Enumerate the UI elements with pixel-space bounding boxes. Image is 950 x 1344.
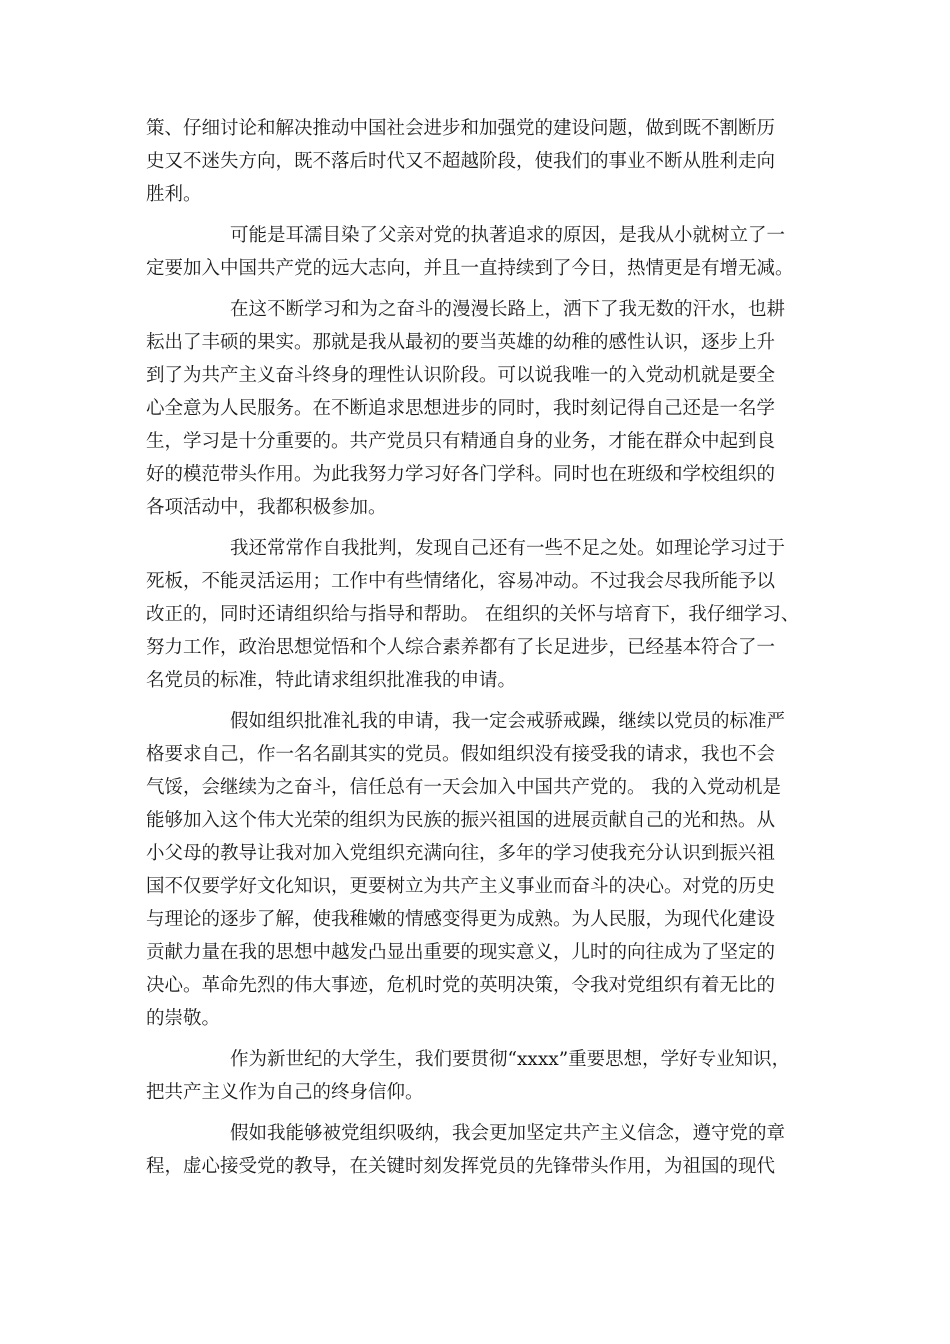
text-line: 各项活动中，我都积极参加。 (146, 497, 387, 518)
text-line: 与理论的逐步了解，使我稚嫩的情感变得更为成熟。为人民服，为现代化建设 (146, 909, 776, 930)
text-line: 努力工作，政治思想觉悟和个人综合素养都有了长足进步，已经基本符合了一 (146, 637, 776, 658)
paragraph-7 (146, 1117, 806, 1183)
text-line: 的崇敬。 (146, 1008, 221, 1029)
paragraph-1 (146, 112, 806, 211)
text-line: 胜利。 (146, 184, 202, 205)
text-line: 作为新世纪的大学生，我们要贯彻“xxxx”重要思想，学好专业知识， (230, 1049, 791, 1070)
document-body (146, 112, 806, 1191)
text-line: 贡献力量在我的思想中越发凸显出重要的现实意义，儿时的向往成为了坚定的 (146, 942, 776, 963)
text-line: 名党员的标准，特此请求组织批准我的申请。 (146, 670, 517, 691)
text-line: 策、仔细讨论和解决推动中国社会进步和加强党的建设问题，做到既不割断历 (146, 118, 776, 139)
text-line: 假如我能够被党组织吸纳，我会更加坚定共产主义信念，遵守党的章 (230, 1123, 786, 1144)
text-line: 国不仅要学好文化知识，更要树立为共产主义事业而奋斗的决心。对党的历史 (146, 876, 776, 897)
text-line: 生，学习是十分重要的。共产党员只有精通自身的业务，才能在群众中起到良 (146, 431, 776, 452)
paragraph-2 (146, 219, 806, 285)
text-line: 格要求自己，作一名名副其实的党员。假如组织没有接受我的请求，我也不会 (146, 744, 776, 765)
text-line: 定要加入中国共产党的远大志向，并且一直持续到了今日，热情更是有增无减。 (146, 258, 794, 279)
text-line: 我还常常作自我批判，发现自己还有一些不足之处。如理论学习过于 (230, 538, 786, 559)
text-line: 气馁，会继续为之奋斗，信任总有一天会加入中国共产党的。 我的入党动机是 (146, 777, 781, 798)
text-line: 心全意为人民服务。在不断追求思想进步的同时，我时刻记得自己还是一名学 (146, 398, 776, 419)
text-line: 在这不断学习和为之奋斗的漫漫长路上，洒下了我无数的汗水，也耕 (230, 299, 786, 320)
text-line: 好的模范带头作用。为此我努力学习好各门学科。同时也在班级和学校组织的 (146, 464, 776, 485)
text-line: 到了为共产主义奋斗终身的理性认识阶段。可以说我唯一的入党动机就是要全 (146, 365, 776, 386)
text-line: 小父母的教导让我对加入党组织充满向往，多年的学习使我充分认识到振兴祖 (146, 843, 776, 864)
text-line: 程，虚心接受党的教导，在关键时刻发挥党员的先锋带头作用，为祖国的现代 (146, 1156, 776, 1177)
paragraph-6 (146, 1043, 806, 1109)
paragraph-4 (146, 532, 806, 697)
text-line: 耘出了丰硕的果实。那就是我从最初的要当英雄的幼稚的感性认识，逐步上升 (146, 332, 776, 353)
text-line: 可能是耳濡目染了父亲对党的执著追求的原因，是我从小就树立了一 (230, 225, 786, 246)
text-line: 死板，不能灵活运用；工作中有些情绪化，容易冲动。不过我会尽我所能予以 (146, 571, 776, 592)
text-line: 假如组织批准礼我的申请，我一定会戒骄戒躁，继续以党员的标准严 (230, 711, 786, 732)
text-line: 史又不迷失方向，既不落后时代又不超越阶段，使我们的事业不断从胜利走向 (146, 151, 776, 172)
text-line: 决心。革命先烈的伟大事迹，危机时党的英明决策，令我对党组织有着无比的 (146, 975, 776, 996)
paragraph-3 (146, 293, 806, 524)
text-line: 把共产主义作为自己的终身信仰。 (146, 1082, 424, 1103)
text-line: 能够加入这个伟大光荣的组织为民族的振兴祖国的进展贡献自己的光和热。从 (146, 810, 776, 831)
text-line: 改正的，同时还请组织给与指导和帮助。 在组织的关怀与培育下，我仔细学习、 (146, 604, 800, 625)
paragraph-5 (146, 705, 806, 1035)
